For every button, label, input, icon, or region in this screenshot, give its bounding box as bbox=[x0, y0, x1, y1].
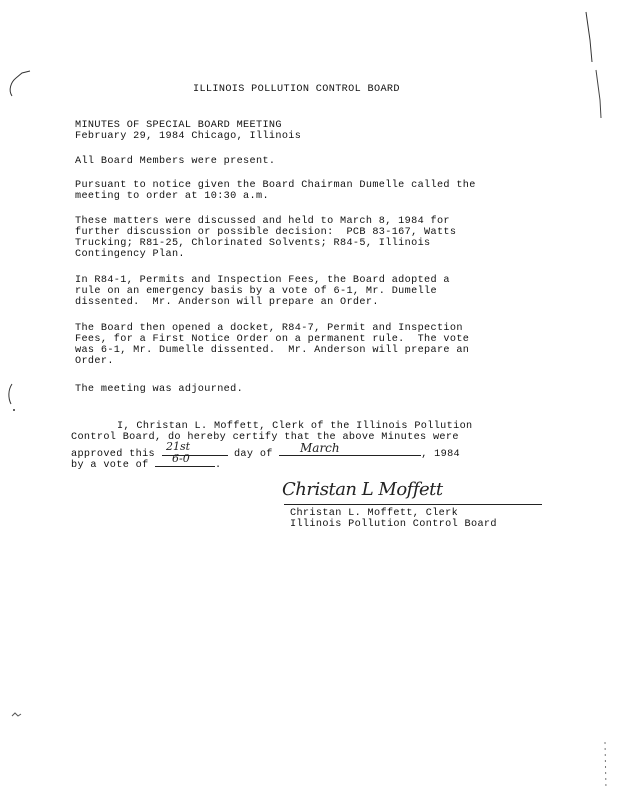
paragraph-line: meeting to order at 10:30 a.m. bbox=[75, 191, 269, 202]
paragraph-line: dissented. Mr. Anderson will prepare an Order. bbox=[75, 297, 379, 308]
paragraph-line: These matters were discussed and held to March 8, 1984 for bbox=[75, 216, 450, 227]
approved-label: approved this bbox=[71, 449, 156, 460]
attendance-statement: All Board Members were present. bbox=[75, 156, 276, 167]
paragraph-line: Fees, for a First Notice Order on a permanent rule. The vote bbox=[75, 334, 470, 345]
paragraph-line: Pursuant to notice given the Board Chairman Dumelle called the bbox=[75, 180, 476, 191]
year-label: , 1984 bbox=[421, 449, 460, 460]
meeting-date-place: February 29, 1984 Chicago, Illinois bbox=[75, 131, 302, 142]
paragraph-line: Order. bbox=[75, 356, 114, 367]
vote-label: by a vote of bbox=[71, 460, 149, 471]
certification-line: Control Board, do hereby certify that the above Minutes were bbox=[71, 432, 459, 443]
paragraph-line: Contingency Plan. bbox=[75, 249, 185, 260]
day-of-label: day of bbox=[233, 449, 273, 460]
paragraph-line: further discussion or possible decision: PCB 83-167, Watts bbox=[75, 227, 457, 238]
signature-line bbox=[284, 504, 542, 505]
board-heading: ILLINOIS POLLUTION CONTROL BOARD bbox=[193, 84, 400, 95]
signatory-organization: Illinois Pollution Control Board bbox=[290, 519, 497, 530]
adjournment-statement: The meeting was adjourned. bbox=[75, 384, 244, 395]
handwritten-day: 21st bbox=[166, 440, 191, 453]
signatory-name-title: Christan L. Moffett, Clerk bbox=[290, 508, 459, 519]
paragraph-line: In R84-1, Permits and Inspection Fees, the Board adopted a bbox=[75, 275, 450, 286]
handwritten-signature: Christan L Moffett bbox=[282, 479, 443, 500]
handwritten-month: March bbox=[300, 441, 340, 455]
paragraph-line: rule on an emergency basis by a vote of 6-1, Mr. Dumelle bbox=[75, 286, 437, 297]
vote-line bbox=[71, 457, 222, 471]
vote-period: . bbox=[215, 460, 222, 471]
paragraph-line: The Board then opened a docket, R84-7, Permit and Inspection bbox=[75, 323, 463, 334]
minutes-title: MINUTES OF SPECIAL BOARD MEETING bbox=[75, 120, 282, 131]
paragraph-line: was 6-1, Mr. Dumelle dissented. Mr. Anderson will prepare an bbox=[75, 345, 470, 356]
handwritten-vote: 6-0 bbox=[172, 452, 190, 465]
paragraph-line: Trucking; R81-25, Chlorinated Solvents; R84-5, Illinois bbox=[75, 238, 431, 249]
certification-line: I, Christan L. Moffett, Clerk of the Illinois Pollution bbox=[117, 421, 473, 432]
